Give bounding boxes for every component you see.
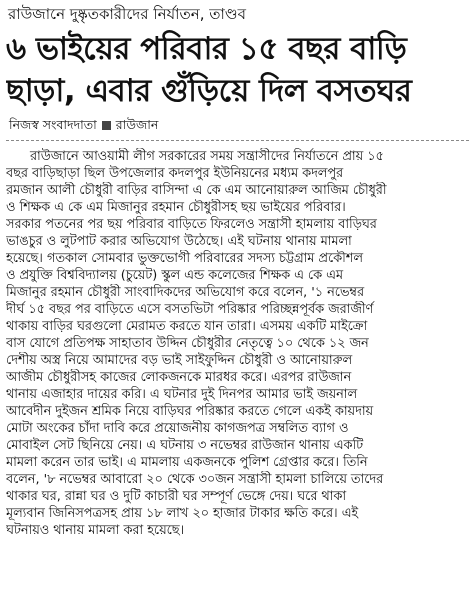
dashed-divider — [6, 140, 469, 141]
body-line: বছর বাড়িছাড়া ছিল উপজেলার কদলপুর ইউনিয়নের মধ্যম কদলপুর — [6, 166, 344, 181]
body-line: বাস যোগে প্রতিপক্ষ সাহাতাব উদ্দিন চৌধুরীর নেতৃত্বে ১০ থেকে ১২ জন — [6, 336, 369, 351]
dateline-location: রাউজান — [115, 117, 159, 132]
headline-line: ৬ ভাইয়ের পরিবার ১৫ বছর বাড়ি — [6, 31, 407, 67]
body-line: দীর্ঘ ১৫ বছর পর বাড়িতে এসে বসতভিটা পরিষ্কার পরিচ্ছন্নপূর্বক জরাজীর্ণ — [6, 302, 374, 317]
body-line: মোটা অংকের চাঁদা দাবি করে প্রয়োজনীয় কাগজপত্র সম্বলিত ব্যাগ ও — [6, 421, 349, 436]
body-line: থাকায় বাড়ির ঘরগুলো মেরামত করতে যান তারা। এসময় একটি মাইক্রো — [6, 319, 368, 334]
article-body — [6, 148, 469, 539]
body-line: মোবাইল সেট ছিনিয়ে নেয়। এ ঘটনায় ৩ নভেম্বর রাউজান থানায় একটি — [6, 438, 364, 453]
body-line: হয়েছে। গতকাল সোমবার ভুক্তভোগী পরিবারের সদস্য চট্টগ্রাম প্রকৌশল — [6, 251, 363, 266]
body-line: থাকার ঘর, রান্না ঘর ও দুটি কাচারী ঘর সম্পূর্ণ ভেঙ্গে দেয়। ঘরে থাকা — [6, 489, 347, 504]
body-line: মামলা করেন তার ভাই। এ মামলায় একজনকে পুলিশ গ্রেপ্তার করে। তিনি — [6, 455, 368, 470]
body-line: বলেন, '৮ নভেম্বর আবারো ২০ থেকে ৩০জন সন্ত্রাসী হামলা চালিয়ে তাদের — [6, 472, 384, 487]
body-line: মূল্যবান জিনিসপত্রসহ প্রায় ১৮ লাখ ২০ হাজার টাকার ক্ষতি করে। এই — [6, 506, 359, 521]
kicker: রাউজানে দুষ্কৃতকারীদের নির্যাতন, তাণ্ডব — [8, 5, 246, 23]
body-line: আজীম চৌধুরীসহ কাজের লোকজনকে মারধর করে। এরপর রাউজান — [6, 370, 352, 385]
headline-line: ছাড়া, এবার গুঁড়িয়ে দিল বসতঘর — [6, 73, 412, 109]
news-article — [6, 4, 469, 539]
byline — [6, 116, 469, 134]
body-line: আবেদীন দুইজন শ্রমিক নিয়ে বাড়িঘর পরিষ্কার করতে গেলে একই কায়দায় — [6, 404, 374, 419]
body-line: ভাঙচুর ও লুটপাট করার অভিযোগ উঠেছে। এই ঘটনায় থানায় মামলা — [6, 234, 352, 249]
reporter-name: নিজস্ব সংবাদদাতা — [9, 117, 97, 132]
headline — [6, 28, 469, 112]
separator-square-icon — [102, 121, 111, 130]
body-line: ও প্রযুক্তি বিশ্ববিদ্যালয় (চুয়েট) স্কুল এন্ড কলেজের শিক্ষক এ কে এম — [6, 268, 343, 283]
body-line: থানায় এজাহার দায়ের করি। এ ঘটনার দুই দিনপর আমার ভাই জয়নাল — [6, 387, 357, 402]
body-line: রমজান আলী চৌধুরী বাড়ির বাসিন্দা এ কে এম আনোয়ারুল আজিম চৌধুরী — [6, 183, 387, 198]
body-line: ও শিক্ষক এ কে এম মিজানুর রহমান চৌধুরীসহ ছয় ভাইয়ের পরিবার। — [6, 200, 346, 215]
body-line: ঘটনায়ও থানায় মামলা করা হয়েছে। — [6, 523, 185, 538]
body-line: সরকার পতনের পর ছয় পরিবার বাড়িতে ফিরলেও সন্ত্রাসী হামলায় বাড়িঘর — [6, 217, 377, 232]
body-line: রাউজানে আওয়ামী লীগ সরকারের সময় সন্ত্রাসীদের নির্যাতনে প্রায় ১৫ — [30, 149, 384, 164]
body-line: মিজানুর রহমান চৌধুরী সাংবাদিকদের অভিযোগ করে বলেন, '১ নভেম্বর — [6, 285, 364, 300]
body-line: দেশীয় অস্ত্র নিয়ে আমাদের বড় ভাই সাইফুদ্দিন চৌধুরী ও আনোয়ারুল — [6, 353, 352, 368]
